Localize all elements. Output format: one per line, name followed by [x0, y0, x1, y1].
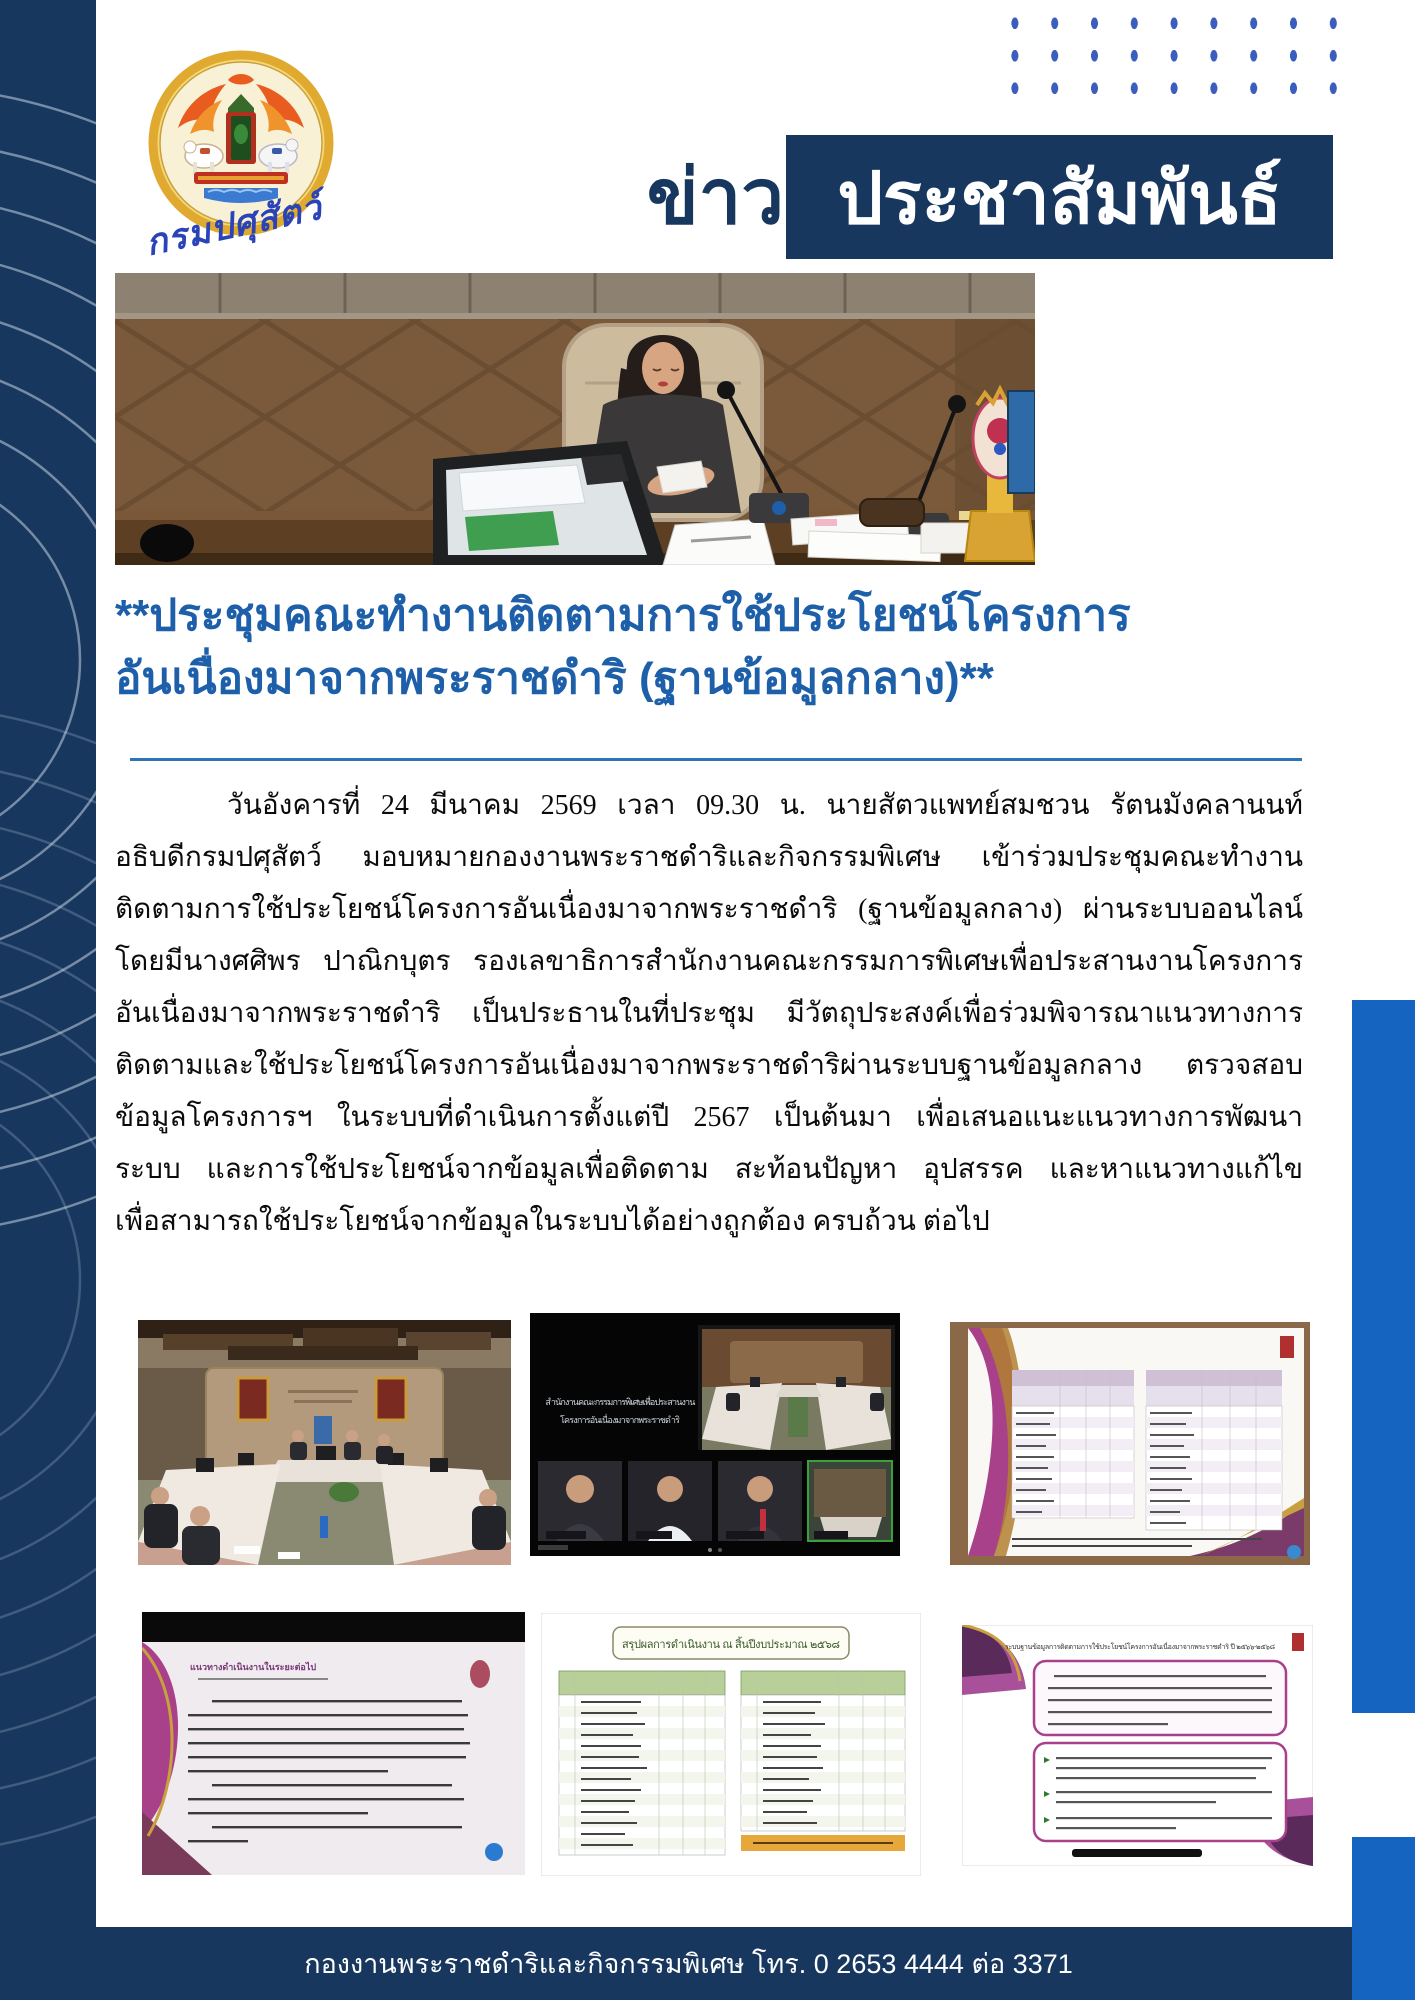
arc-group-upper — [0, 85, 96, 1235]
name-card — [663, 519, 775, 565]
info-box-2 — [1034, 1743, 1286, 1841]
body-line: เพื่อสามารถใช้ประโยชน์จากข้อมูลในระบบได้อย่างถูกต้อง ครบถ้วน ต่อไป — [115, 1206, 990, 1237]
right-table — [1146, 1370, 1282, 1530]
thumb-slide-next-steps — [142, 1612, 525, 1875]
footer-bar — [0, 1927, 1377, 2000]
left-table — [1012, 1370, 1134, 1518]
body-line: ข้อมูลโครงการฯ ในระบบที่ดำเนินการตั้งแต่ปี 2567 เป็นต้นมา เพื่อเสนอแนะแนวทางการพัฒนา — [115, 1102, 1303, 1133]
plan-slide-title: แนวทางดำเนินงานในระยะต่อไป — [190, 1662, 317, 1672]
thumb-slide-data-tables — [950, 1322, 1310, 1565]
left-sidebar-decoration — [0, 0, 96, 2000]
thumb-slide-database-info — [962, 1625, 1313, 1866]
pouch — [860, 499, 924, 526]
masthead-news-word: ข่าว — [646, 155, 784, 240]
right-accent-bar-bottom — [1352, 1837, 1415, 2000]
plant — [329, 1482, 359, 1502]
footer-contact-text: กองงานพระราชดำริและกิจกรรมพิเศษ โทร. 0 2653 4444 ต่อ 3371 — [304, 1949, 1073, 1979]
main-room-tile — [698, 1325, 895, 1450]
boom-mic — [140, 524, 194, 562]
thumb-meeting-room-photo — [138, 1320, 511, 1565]
dots-grid-decoration — [995, 7, 1353, 105]
body-line: วันอังคารที่ 24 มีนาคม 2569 เวลา 09.30 น. นายสัตวแพทย์สมชวน รัตนมังคลานนท์ — [227, 790, 1303, 821]
crest — [470, 1660, 490, 1688]
laptop — [433, 441, 667, 565]
divider-rule — [130, 758, 1302, 761]
headline — [115, 584, 1320, 710]
masthead-pr-banner: ประชาสัมพันธ์ — [786, 135, 1333, 259]
right-accent-bar-top — [1352, 1000, 1415, 1713]
video-slide-title-2: โครงการอันเนื่องมาจากพระราชดำริ — [560, 1415, 680, 1425]
side-monitor — [1008, 391, 1035, 493]
body-line: อันเนื่องมาจากพระราชดำริ เป็นประธานในที่ประชุม มีวัตถุประสงค์เพื่อร่วมพิจารณาแนวทางการ — [115, 998, 1303, 1029]
left-table — [559, 1671, 725, 1855]
taskbar — [1072, 1849, 1202, 1857]
sidebar-arcs-graphic — [0, 0, 96, 2000]
thumb-slide-summary-tables — [541, 1613, 921, 1876]
meeting-photo-illustration — [115, 273, 1035, 565]
right-table — [741, 1671, 905, 1851]
body-line: โดยมีนางศศิพร ปาณิกบุตร รองเลขาธิการสำนักงานคณะกรรมการพิเศษเพื่อประสานงานโครงการ — [115, 946, 1303, 977]
summary-slide-title: สรุปผลการดำเนินงาน ณ สิ้นปีงบประมาณ ๒๕๖๘ — [622, 1639, 840, 1651]
crest — [1280, 1336, 1294, 1358]
body-line: ติดตามการใช้ประโยชน์โครงการอันเนื่องมาจากพระราชดำริ (ฐานข้อมูลกลาง) ผ่านระบบออนไลน์ — [115, 894, 1303, 925]
crest — [1292, 1633, 1304, 1651]
article-body — [115, 780, 1303, 1248]
body-line: ระบบ และการใช้ประโยชน์จากข้อมูลเพื่อติดตาม สะท้อนปัญหา อุปสรรค และหาแนวทางแก้ไข — [115, 1154, 1303, 1185]
body-line: ติดตามและใช้ประโยชน์โครงการอันเนื่องมาจากพระราชดำริผ่านระบบฐานข้อมูลกลาง ตรวจสอบ — [115, 1050, 1303, 1081]
thumb-video-conference — [530, 1313, 900, 1556]
info-box-1 — [1034, 1661, 1286, 1735]
main-meeting-photo — [115, 273, 1035, 565]
body-line: อธิบดีกรมปศุสัตว์ มอบหมายกองงานพระราชดำริและกิจกรรมพิเศษ เข้าร่วมประชุมคณะทำงาน — [115, 842, 1303, 873]
database-slide-title: ระบบฐานข้อมูลการติดตามการใช้ประโยชน์โครงการอันเนื่องมาจากพระราชดำริ ปี ๒๕๖๖-๒๕๖๘ — [1005, 1644, 1275, 1651]
headline-line2: อันเนื่องมาจากพระราชดำริ (ฐานข้อมูลกลาง)** — [115, 654, 994, 703]
headline-line1: **ประชุมคณะทำงานติดตามการใช้ประโยชน์โครงการ — [115, 591, 1131, 640]
video-slide-title-1: สำนักงานคณะกรรมการพิเศษเพื่อประสานงาน — [545, 1397, 696, 1407]
logo-caption: กรมปศุสัตว์ — [142, 187, 326, 264]
arc-group-lower — [0, 705, 96, 1855]
